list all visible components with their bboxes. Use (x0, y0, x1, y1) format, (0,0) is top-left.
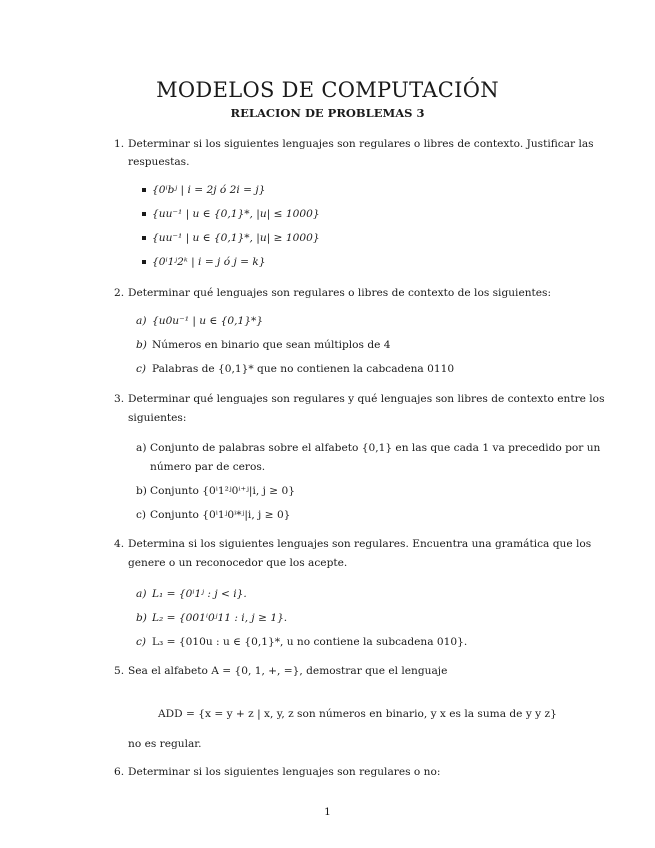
problem-6-number: 6. (114, 766, 125, 778)
problem-3-item: número par de ceros. (150, 461, 266, 473)
item-label: a) (136, 588, 147, 600)
problem-2-text: Determinar qué lenguajes son regulares o libres de contexto de los siguientes: (128, 287, 552, 299)
document-subtitle: RELACION DE PROBLEMAS 3 (230, 106, 425, 120)
item-label: b) (136, 485, 147, 497)
item-label: a) (136, 315, 147, 327)
item-label: c) (136, 363, 147, 375)
problem-1-text: Determinar si los siguientes lenguajes son regulares o libres de contexto. Justificar las (128, 138, 594, 150)
problem-1-item: {0ⁱbʲ | i = 2j ó 2i = j} (152, 184, 266, 196)
problem-1-text: respuestas. (128, 156, 190, 168)
problem-4-item: L₃ = {010u : u ∈ {0,1}*, u no contiene la subcadena 010}. (152, 636, 468, 648)
problem-4-item: L₂ = {001ⁱ0ʲ11 : i, j ≥ 1}. (152, 612, 288, 624)
problem-4-number: 4. (114, 538, 125, 550)
page-number: 1 (324, 806, 331, 818)
problem-5-text: Sea el alfabeto A = {0, 1, +, =}, demostrar que el lenguaje (128, 665, 448, 677)
item-label: b) (136, 612, 147, 624)
problem-4-text: genere o un reconocedor que los acepte. (128, 557, 348, 569)
problem-4-item: L₁ = {0ⁱ1ʲ : j < i}. (152, 588, 247, 600)
problem-3-item: Conjunto {0ⁱ1²ʲ0ⁱ⁺ʲ|i, j ≥ 0} (150, 485, 295, 497)
problem-3-item: Conjunto de palabras sobre el alfabeto {0,1} en las que cada 1 va precedido por un (150, 442, 601, 454)
item-label: c) (136, 636, 147, 648)
problem-1-item: {0ⁱ1ʲ2ᵏ | i = j ó j = k} (152, 256, 266, 268)
problem-5-text: no es regular. (128, 738, 202, 750)
problem-1-number: 1. (114, 138, 125, 150)
problem-2-number: 2. (114, 287, 125, 299)
problem-3-item: Conjunto {0ⁱ1ʲ0ⁱ*ʲ|i, j ≥ 0} (150, 509, 291, 521)
problem-2-item: {u0u⁻¹ | u ∈ {0,1}*} (152, 315, 264, 327)
bullet (142, 260, 146, 264)
problem-5-display-equation: ADD = {x = y + z | x, y, z son números en binario, y x es la suma de y y z} (158, 708, 557, 720)
problem-2-item: Palabras de {0,1}* que no contienen la cabcadena 0110 (152, 363, 455, 375)
problem-5-number: 5. (114, 665, 125, 677)
bullet (142, 188, 146, 192)
bullet (142, 236, 146, 240)
document-title: MODELOS DE COMPUTACIÓN (156, 78, 499, 102)
problem-1-item: {uu⁻¹ | u ∈ {0,1}*, |u| ≥ 1000} (152, 232, 320, 244)
bullet (142, 212, 146, 216)
problem-4-text: Determina si los siguientes lenguajes son regulares. Encuentra una gramática que los (128, 538, 592, 550)
problem-3-text: siguientes: (128, 412, 187, 424)
problem-1-item: {uu⁻¹ | u ∈ {0,1}*, |u| ≤ 1000} (152, 208, 320, 220)
problem-3-number: 3. (114, 393, 125, 405)
problem-2-item: Números en binario que sean múltiplos de 4 (152, 339, 391, 351)
item-label: c) (136, 509, 147, 521)
problem-3-text: Determinar qué lenguajes son regulares y qué lenguajes son libres de contexto entre los (128, 393, 605, 405)
item-label: a) (136, 442, 147, 454)
problem-6-text: Determinar si los siguientes lenguajes son regulares o no: (128, 766, 441, 778)
item-label: b) (136, 339, 147, 351)
